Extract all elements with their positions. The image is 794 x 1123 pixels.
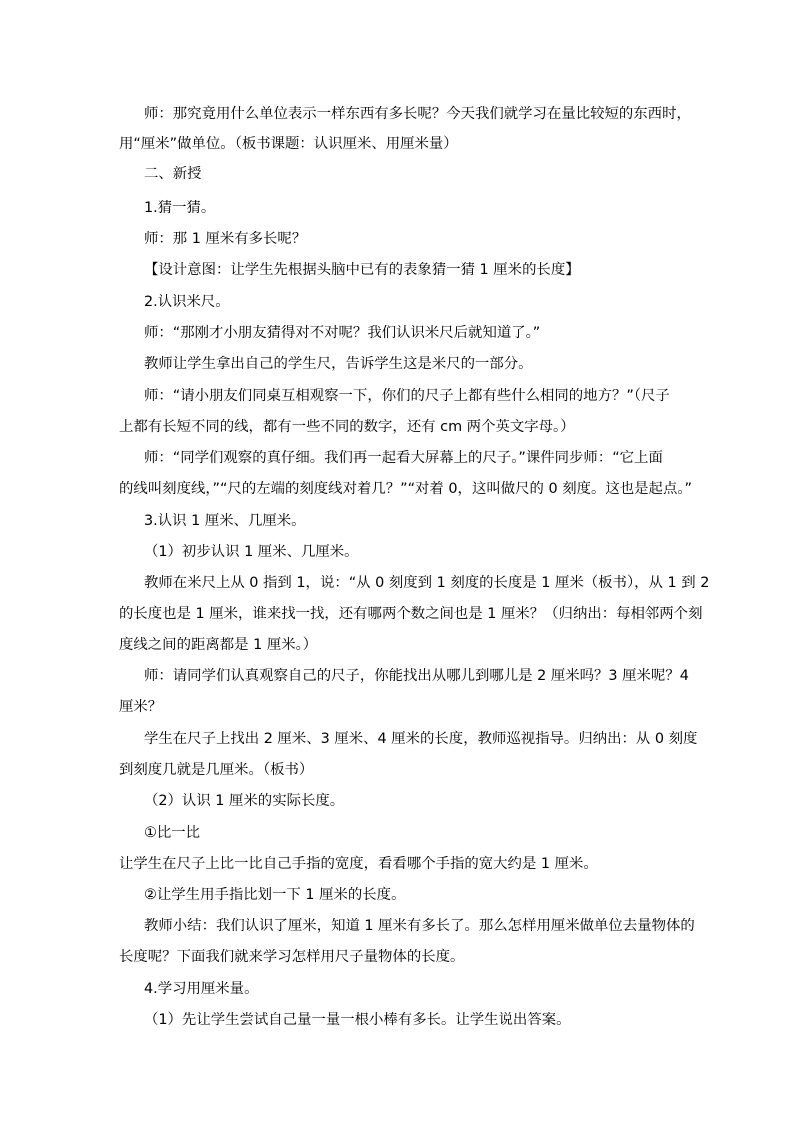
text-line: 师：那究竟用什么单位表示一样东西有多长呢？今天我们就学习在量比较短的东西时，: [144, 106, 691, 122]
text-line: ①比一比: [144, 825, 201, 841]
text-line: 让学生在尺子上比一比自己手指的宽度，看看哪个手指的宽大约是 1 厘米。: [119, 856, 598, 872]
text-line: 的长度也是 1 厘米，谁来找一找，还有哪两个数之间也是 1 厘米？（归纳出：每相邻两个刻: [119, 606, 703, 622]
design-intent-note: 【设计意图：让学生先根据头脑中已有的表象猜一猜 1 厘米的长度】: [144, 262, 580, 278]
subsection-heading: 1.猜一猜。: [144, 200, 216, 216]
subsection-heading: 4.学习用厘米量。: [144, 981, 259, 997]
text-line: 学生在尺子上找出 2 厘米、3 厘米、4 厘米的长度，教师巡视指导。归纳出：从 0 刻度: [144, 731, 698, 747]
text-line: （1）先让学生尝试自己量一量一根小棒有多长。让学生说出答案。: [144, 1012, 571, 1028]
text-line: 度线之间的距离都是 1 厘米。）: [119, 637, 318, 653]
subsection-heading: 3.认识 1 厘米、几厘米。: [144, 513, 306, 529]
text-line: 上都有长短不同的线，都有一些不同的数字，还有 cm 两个英文字母。）: [119, 419, 575, 435]
subsection-heading: （1）初步认识 1 厘米、几厘米。: [144, 544, 359, 560]
text-line: 师：“同学们观察的真仔细。我们再一起看大屏幕上的尺子。”课件同步师：“它上面: [144, 450, 663, 466]
text-line: 厘米？: [119, 699, 163, 715]
subsection-heading: 2.认识米尺。: [144, 294, 230, 310]
text-line: 师：“请小朋友们同桌互相观察一下，你们的尺子上都有些什么相同的地方？”（尺子: [144, 388, 670, 404]
text-line: 教师小结：我们认识了厘米，知道 1 厘米有多长了。那么怎样用厘米做单位去量物体的: [144, 918, 695, 934]
text-line: 教师让学生拿出自己的学生尺，告诉学生这是米尺的一部分。: [144, 356, 533, 372]
text-line: 用“厘米”做单位。（板书课题：认识厘米、用厘米量）: [119, 136, 458, 152]
text-line: 师：那 1 厘米有多长呢？: [144, 231, 307, 247]
text-line: 师：请同学们认真观察自己的尺子，你能找出从哪儿到哪儿是 2 厘米吗？3 厘米呢？4: [144, 668, 689, 684]
text-line: 师：“那刚才小朋友猜得对不对呢？我们认识米尺后就知道了。”: [144, 325, 541, 341]
subsection-heading: （2）认识 1 厘米的实际长度。: [144, 793, 345, 809]
text-line: 的线叫刻度线，”“尺的左端的刻度线对着几？”“对着 0，这叫做尺的 0 刻度。这也是起点。”: [119, 481, 692, 497]
section-heading: 二、新授: [144, 166, 202, 182]
text-line: ②让学生用手指比划一下 1 厘米的长度。: [144, 887, 406, 903]
text-line: 长度呢？下面我们就来学习怎样用尺子量物体的长度。: [119, 949, 465, 965]
text-line: 教师在米尺上从 0 指到 1，说：“从 0 刻度到 1 刻度的长度是 1 厘米（板书），从 1 到 2: [144, 575, 710, 591]
text-line: 到刻度几就是几厘米。（板书）: [119, 762, 314, 778]
